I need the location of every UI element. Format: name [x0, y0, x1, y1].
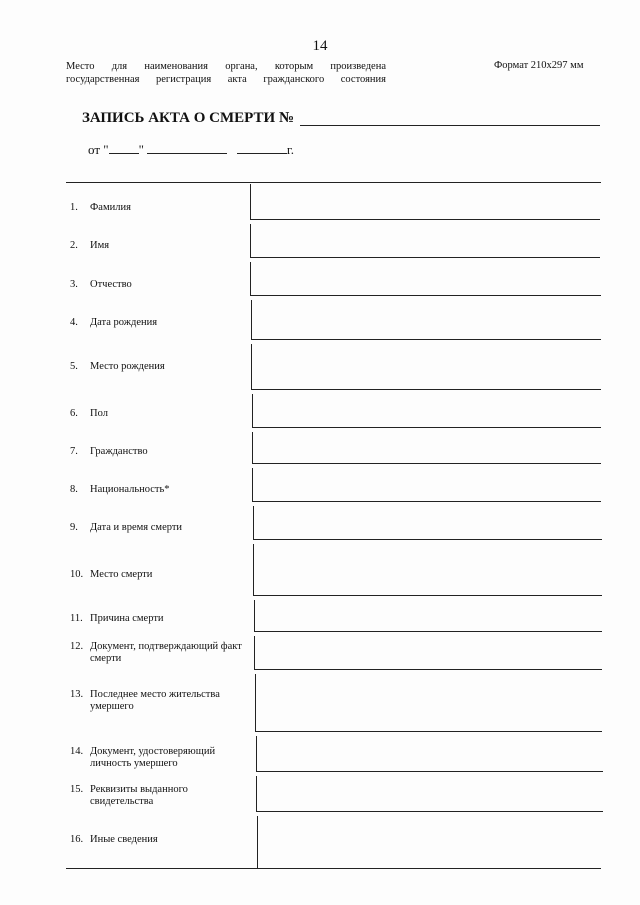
row-divider-vertical [256, 776, 257, 811]
field-number: 16. [70, 834, 84, 845]
row-divider-vertical [253, 544, 254, 595]
field-label [70, 361, 248, 373]
row-underline [254, 669, 602, 670]
field-label-text: Гражданство [90, 446, 148, 457]
field-label [70, 446, 248, 458]
field-label-text: Пол [90, 408, 108, 419]
field-value-input[interactable] [258, 740, 598, 767]
field-label [70, 689, 248, 713]
field-label-text: Последнее место жительства умершего [90, 689, 220, 712]
row-divider-vertical [250, 262, 251, 295]
row-divider-vertical [252, 468, 253, 501]
row-underline [255, 731, 602, 732]
field-label [70, 240, 248, 252]
field-label-text: Документ, подтверждающий факт смерти [90, 641, 242, 664]
row-underline [252, 463, 601, 464]
row-underline [256, 811, 603, 812]
field-label [70, 522, 248, 534]
field-label-text: Фамилия [90, 202, 131, 213]
row-underline [250, 219, 600, 220]
date-month-field[interactable] [147, 141, 227, 154]
field-number: 14. [70, 746, 84, 757]
field-label-text: Национальность* [90, 484, 170, 495]
field-value-input[interactable] [258, 604, 598, 627]
field-value-input[interactable] [258, 228, 598, 253]
date-close-quote: " [138, 142, 144, 157]
field-number: 9. [70, 522, 78, 533]
page-number: 14 [312, 38, 328, 54]
field-label [70, 279, 248, 291]
table-top-rule [66, 182, 601, 183]
field-value-input[interactable] [258, 398, 598, 423]
record-number-field[interactable] [300, 125, 600, 126]
field-number: 1. [70, 202, 78, 213]
date-year-field[interactable] [237, 141, 287, 154]
field-label [70, 834, 248, 846]
field-label [70, 641, 248, 665]
row-divider-vertical [250, 224, 251, 257]
row-underline [253, 539, 602, 540]
row-divider-vertical [253, 506, 254, 539]
field-label [70, 746, 248, 770]
row-divider-vertical [252, 394, 253, 427]
row-underline [256, 771, 603, 772]
field-label-text: Имя [90, 240, 110, 251]
field-label-text: Отчество [90, 279, 132, 290]
field-label [70, 569, 248, 581]
field-number: 11. [70, 613, 83, 624]
field-value-input[interactable] [258, 266, 598, 291]
field-value-input[interactable] [258, 820, 598, 864]
field-label-text: Документ, удостоверяющий личность умершего [90, 746, 216, 769]
field-number: 3. [70, 279, 78, 290]
registration-authority-note: Место для наименования органа, которым произведена государственная регистрация акта гражданского состояния [66, 61, 386, 85]
field-number: 5. [70, 361, 78, 372]
row-divider-vertical [251, 300, 252, 339]
record-date-line [88, 141, 294, 158]
date-suffix: г. [286, 142, 295, 157]
field-value-input[interactable] [258, 510, 598, 535]
field-number: 10. [70, 569, 84, 580]
field-number: 13. [70, 689, 84, 700]
row-divider-vertical [250, 184, 251, 219]
field-label-text: Место рождения [90, 361, 165, 372]
field-value-input[interactable] [258, 188, 598, 215]
field-value-input[interactable] [258, 304, 598, 335]
row-divider-vertical [255, 674, 256, 731]
field-number: 2. [70, 240, 78, 251]
row-underline [251, 389, 601, 390]
table-bottom-rule [66, 868, 601, 869]
field-number: 15. [70, 784, 84, 795]
field-label [70, 484, 248, 496]
field-value-input[interactable] [258, 436, 598, 459]
row-divider-vertical [254, 600, 255, 631]
field-value-input[interactable] [258, 472, 598, 497]
field-value-input[interactable] [258, 548, 598, 591]
row-underline [250, 257, 600, 258]
date-open-quote: " [103, 142, 109, 157]
field-number: 7. [70, 446, 78, 457]
field-label-text: Дата рождения [90, 317, 158, 328]
row-underline [253, 595, 602, 596]
field-label [70, 202, 248, 214]
field-value-input[interactable] [258, 348, 598, 385]
field-number: 12. [70, 641, 84, 652]
field-number: 4. [70, 317, 78, 328]
row-divider-vertical [251, 344, 252, 389]
field-label [70, 317, 248, 329]
row-divider-vertical [254, 636, 255, 669]
row-divider-vertical [252, 432, 253, 463]
date-day-field[interactable] [109, 141, 139, 154]
field-label [70, 408, 248, 420]
field-value-input[interactable] [258, 678, 598, 727]
row-underline [251, 339, 601, 340]
row-underline [254, 631, 602, 632]
field-label-text: Реквизиты выданного свидетельства [90, 784, 188, 807]
record-title: ЗАПИСЬ АКТА О СМЕРТИ № [82, 110, 295, 126]
field-number: 8. [70, 484, 78, 495]
row-divider-vertical [256, 736, 257, 771]
field-value-input[interactable] [258, 780, 598, 807]
field-label-text: Место смерти [90, 569, 153, 580]
row-underline [252, 427, 601, 428]
field-label-text: Дата и время смерти [90, 522, 183, 533]
field-label-text: Иные сведения [90, 834, 158, 845]
field-number: 6. [70, 408, 78, 419]
field-label [70, 784, 248, 808]
field-label-text: Причина смерти [90, 613, 164, 624]
date-prefix: от [88, 142, 101, 157]
format-note: Формат 210х297 мм [494, 60, 584, 71]
field-value-input[interactable] [258, 640, 598, 665]
row-underline [252, 501, 601, 502]
field-label [70, 613, 248, 625]
row-underline [250, 295, 601, 296]
